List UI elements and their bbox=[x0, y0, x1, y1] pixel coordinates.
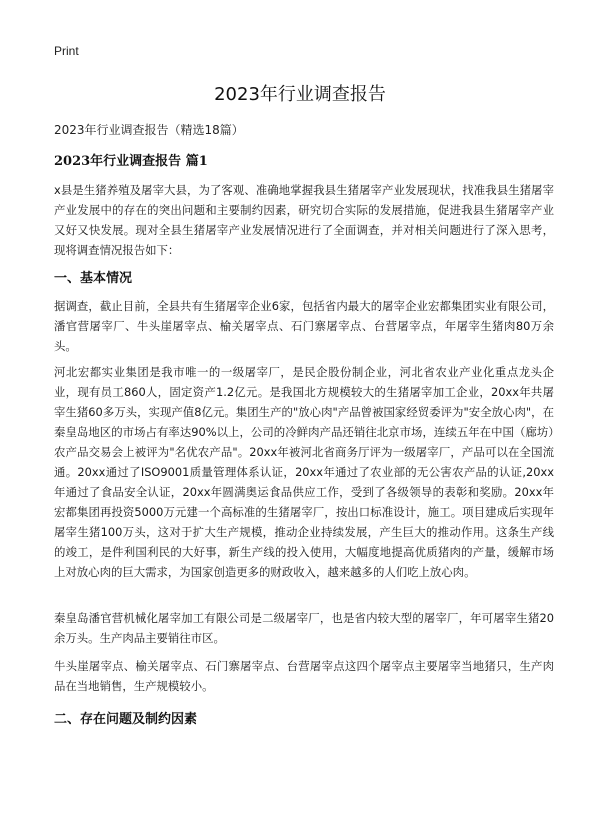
paragraph-2: 河北宏都实业集团是我市唯一的一级屠宰厂，是民企股份制企业，河北省农业产业化重点龙头企业，现有员工860人，固定资产1.2亿元。是我国北方规模较大的生猪屠宰加工企业，20xx年共屠宰生猪60多万头，实现产值8亿元。集团生产的"放心肉"产品曾被国家经贸委评为"安全放心肉"，在秦皇岛地区的市场占有率达90%以上，公司的冷鲜肉产品还销往北京市场，连续五年在中国（廊坊）农产品交易会上被评为"名优农产品"。20xx年被河北省商务厅评为一级屠宰厂，产品可以在全国流通。20xx通过了ISO9001质量管理体系认证，20xx年通过了农业部的无公害农产品的认证,20xx年通过了食品安全认证，20xx年圆满奥运食品供应工作，受到了各级领导的表彰和奖励。20xx年宏都集团再投资5000万元建一个高标准的生猪屠宰厂，按出口标准设计，施工。项目建成后实现年屠宰生猪100万头，这对于扩大生产规模，推动企业持续发展，产生巨大的推动作用。这条生产线的竣工，是件利国利民的大好事，新生产线的投入使用，大幅度地提高优质猪肉的产量，缓解市场上对放心肉的巨大需求，为国家创造更多的财政收入，越来越多的人们吃上放心肉。 bbox=[54, 365, 554, 579]
article-title: 2023年行业调查报告 篇1 bbox=[54, 154, 208, 169]
document-title: 2023年行业调查报告 bbox=[214, 84, 386, 105]
intro-paragraph: x县是生猪养殖及屠宰大县，为了客观、准确地掌握我县生猪屠宰产业发展现状，找准我县生猪屠宰产业发展中的存在的突出问题和主要制约因素，研究切合实际的发展措施，促进我县生猪屠宰产业又好又快发展。现对全县生猪屠宰产业发展情况进行了全面调查，并对相关问题进行了深入思考，现将调查情况报告如下： bbox=[54, 183, 554, 257]
paragraph-3: 秦皇岛潘官营机械化屠宰加工有限公司是二级屠宰厂，也是省内较大型的屠宰厂，年可屠宰生猪20余万头。生产肉品主要销往市区。 bbox=[54, 611, 554, 645]
print-link[interactable]: Print bbox=[54, 44, 79, 58]
section-heading-basic: 一、基本情况 bbox=[54, 271, 133, 286]
paragraph-4: 牛头崖屠宰点、榆关屠宰点、石门寨屠宰点、台营屠宰点这四个屠宰点主要屠宰当地猪只，生产肉品在当地销售，生产规模较小。 bbox=[54, 659, 554, 693]
document-subtitle: 2023年行业调查报告（精选18篇） bbox=[54, 123, 244, 137]
paragraph-1: 据调查，截止目前，全县共有生猪屠宰企业6家，包括省内最大的屠宰企业宏都集团实业有限公司，潘官营屠宰厂、牛头崖屠宰点、榆关屠宰点、石门寨屠宰点、台营屠宰点，年屠宰生猪肉80万余头。 bbox=[54, 299, 554, 353]
section-heading-problems: 二、存在问题及制约因素 bbox=[54, 712, 198, 727]
